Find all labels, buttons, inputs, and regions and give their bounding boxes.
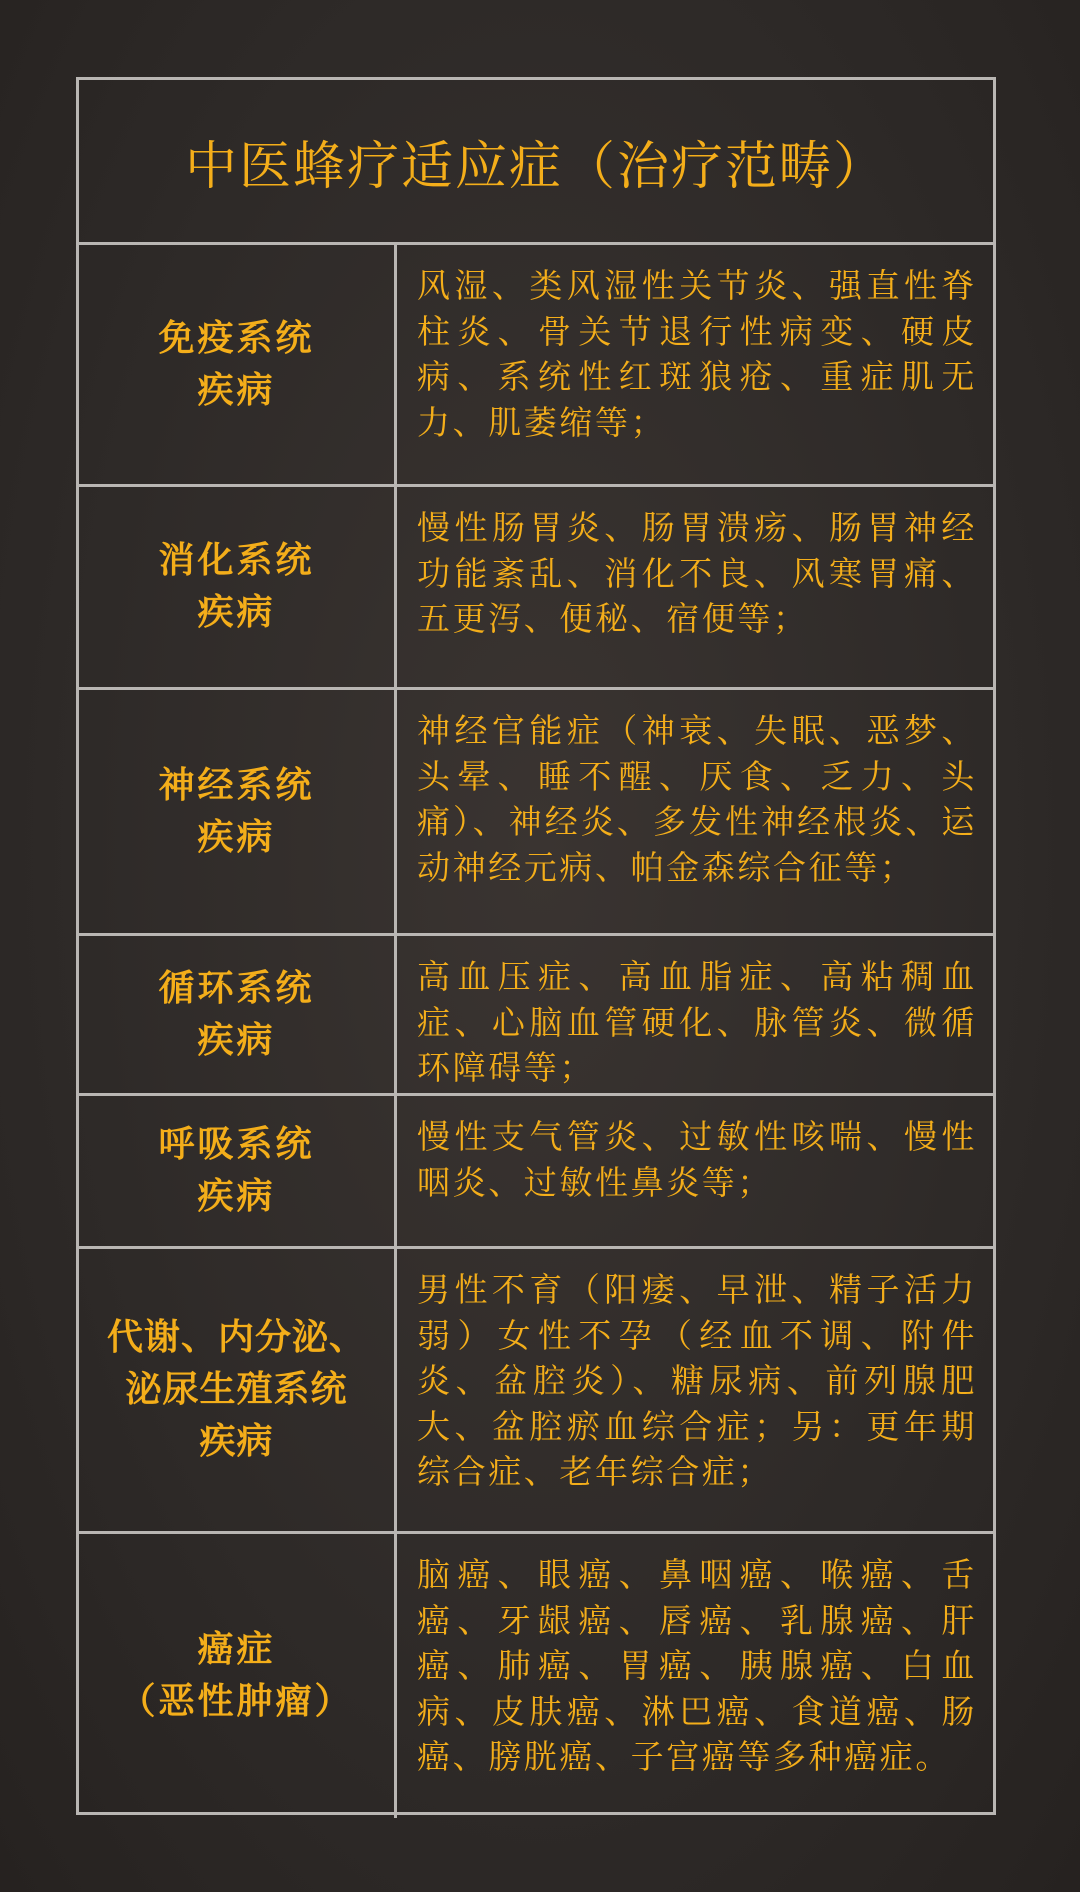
table-title: 中医蜂疗适应症（治疗范畴） [184, 136, 887, 197]
description-cell: 脑癌、眼癌、鼻咽癌、喉癌、舌癌、牙龈癌、唇癌、乳腺癌、肝癌、肺癌、胃癌、胰腺癌、白血病、皮肤癌、淋巴癌、食道癌、肠癌、膀胱癌、子宫癌等多种癌症。 [417, 1555, 977, 1776]
table-title-row [79, 80, 993, 245]
description-cell: 高血压症、高血脂症、高粘稠血症、心脑血管硬化、脉管炎、微循环障碍等； [417, 957, 977, 1087]
description-cell: 慢性肠胃炎、肠胃溃疡、肠胃神经功能紊乱、消化不良、风寒胃痛、五更泻、便秘、宿便等； [417, 508, 977, 638]
description-cell: 神经官能症（神衰、失眠、恶梦、头晕、睡不醒、厌食、乏力、头痛）、神经炎、多发性神经根炎、运动神经元病、帕金森综合征等； [417, 711, 977, 887]
category-label-line: 呼吸系统 [158, 1124, 315, 1165]
description-cell: 慢性支气管炎、过敏性咳喘、慢性咽炎、过敏性鼻炎等； [417, 1117, 977, 1202]
category-label-line: 神经系统 [158, 764, 315, 806]
category-cell [79, 487, 397, 687]
category-cell [79, 1096, 397, 1246]
table-row-metabolic [79, 1249, 993, 1534]
table-row-nervous [79, 690, 993, 936]
category-label-line: 疾病 [197, 816, 276, 858]
table-row-respiratory [79, 1096, 993, 1249]
category-label-line: 癌症 [197, 1629, 276, 1670]
category-label-line: （恶性肿瘤） [119, 1681, 354, 1722]
category-label-line: 代谢、内分泌、 [106, 1317, 366, 1358]
category-cell [79, 690, 397, 933]
description-cell: 男性不育（阳痿、早泄、精子活力弱）女性不孕（经血不调、附件炎、盆腔炎）、糖尿病、前列腺肥大、盆腔瘀血综合症；另：更年期综合症、老年综合症； [417, 1270, 977, 1491]
table-row-cancer [79, 1534, 993, 1818]
category-cell [79, 1534, 397, 1818]
category-label-line: 疾病 [197, 1019, 276, 1061]
category-label-line: 消化系统 [158, 540, 315, 581]
category-label-line: 疾病 [197, 592, 276, 633]
table-row-immune [79, 245, 993, 487]
category-cell [79, 1249, 397, 1531]
category-label-line: 免疫系统 [158, 317, 315, 359]
category-label-line: 疾病 [197, 1176, 276, 1217]
table-row-digestive [79, 487, 993, 690]
category-cell [79, 245, 397, 484]
category-label-line: 疾病 [199, 1421, 274, 1462]
category-label-line: 疾病 [197, 369, 276, 411]
category-cell [79, 936, 397, 1093]
category-label-line: 泌尿生殖系统 [125, 1369, 348, 1410]
table-row-circulatory [79, 936, 993, 1096]
category-label-line: 循环系统 [158, 967, 315, 1009]
description-cell: 风湿、类风湿性关节炎、强直性脊柱炎、骨关节退行性病变、硬皮病、系统性红斑狼疮、重症肌无力、肌萎缩等； [417, 266, 977, 442]
indications-table [76, 77, 996, 1815]
